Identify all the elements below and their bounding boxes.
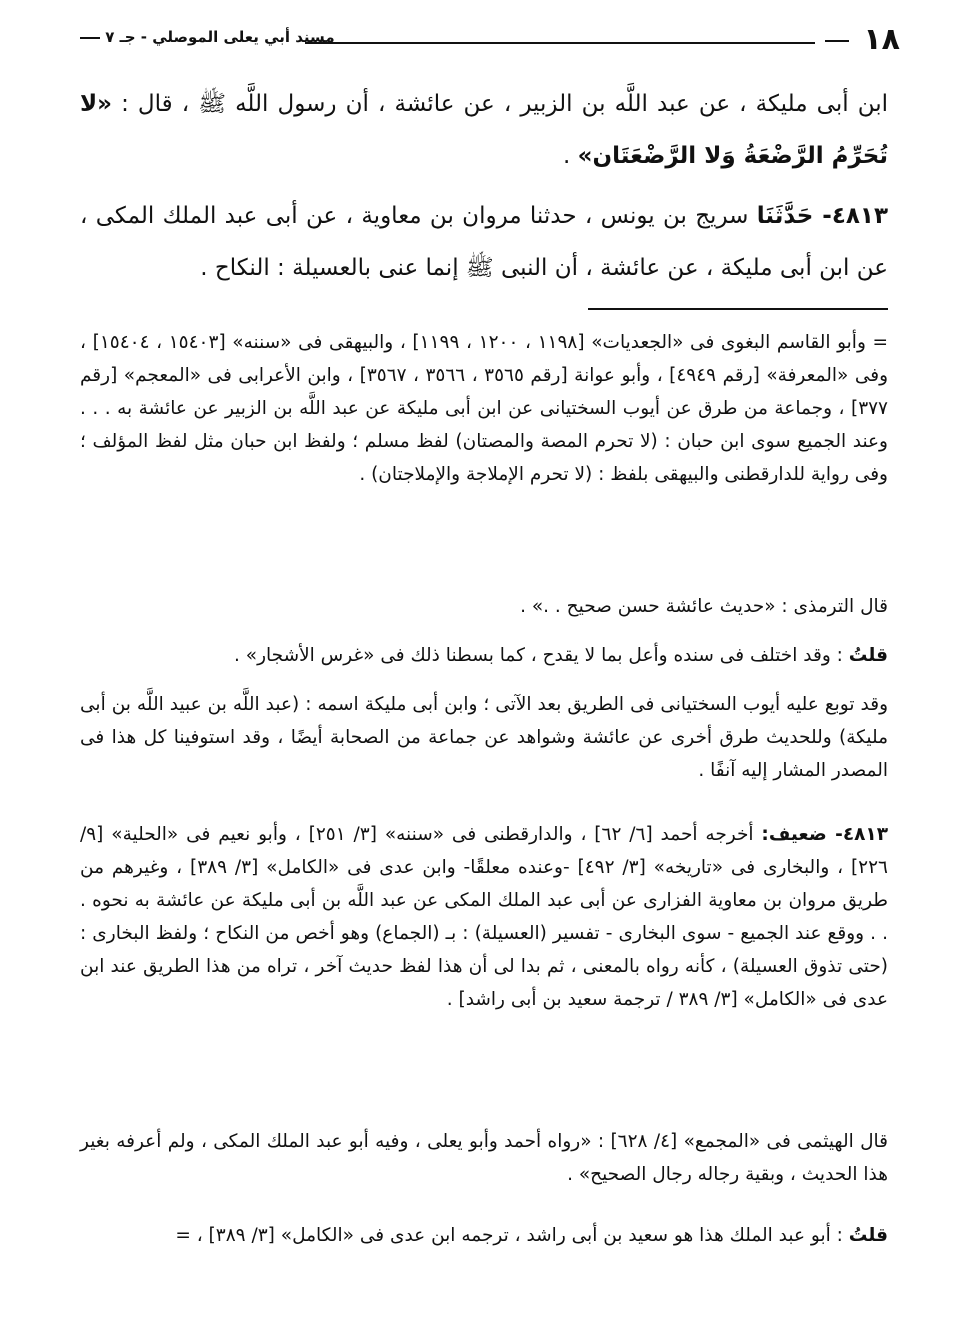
footnote-4813-takhrij: ٤٨١٣- ضعيف: أخرجه أحمد [٦/ ٦٢] ، والدارقطنى فى «سننه» [٣/ ٢٥١] ، وأبو نعيم فى «الحلية» [٩/ ٢٢٦] ، والبخارى فى «تاريخه» [٣/ ٤٩٢] -وعنده معلقًا- وابن عدى فى «الكامل» [٣/ ٣٨٩] ، وغيرهم من طريق مروان بن معاوية الفزارى عن أبى عبد الملك المكى عن عبد اللَّه بن أبى مليكة عن عائشة به نحوه . . . ووقع عند الجميع - سوى البخارى - تفسير (العسيلة) : بـ (الجماع) وهو أخص من النكاح ؛ ولفظ البخارى : (حتى تذوق العسيلة) ، كأنه رواه بالمعنى ، ثم بدا لى أن هذا لفظ حديث آخر ، تراه من هذا الطريق عند ابن عدى فى «الكامل» [٣/ ٣٨٩ / ترجمة سعيد بن أبى راشد] . bbox=[80, 824, 889, 1010]
hadith-4813: ٤٨١٣- حَدَّثَنَا سريج بن يونس ، حدثنا مروان بن معاوية ، عن أبى عبد الملك المكى ، عن ابن أبى مليكة ، عن عائشة ، أن النبى ﷺ إنما عنى بالعسيلة : النكاح . bbox=[80, 203, 889, 281]
hadith-number: ٤٨١٣- حَدَّثَنَا bbox=[756, 203, 889, 229]
prophetic-saying: «لا تُحَرِّمُ الرَّضْعَةُ وَلا الرَّضْعَتَان» bbox=[80, 91, 888, 169]
running-header bbox=[80, 22, 900, 62]
footnote-haythami: قال الهيثمى فى «المجمع» [٤/ ٦٢٨] : «رواه أحمد وأبو يعلى ، وفيه أبو عبد الملك المكى ، ولم أعرفه بغير هذا الحديث ، وبقية رجاله رجال الصحيح» . bbox=[80, 1131, 888, 1185]
footnote-separator bbox=[588, 308, 888, 310]
grading-label: ٤٨١٣- ضعيف: bbox=[761, 824, 889, 845]
header-rule bbox=[305, 42, 815, 44]
running-title: مسند أبي يعلى الموصلي - جـ ٧ bbox=[80, 28, 335, 46]
footnote-tirmidhi: قال الترمذى : «حديث عائشة حسن صحيح . .» . bbox=[520, 596, 888, 617]
page-number: ١٨ bbox=[825, 22, 900, 57]
footnote-author-note: قلتُ : وقد اختلف فى سنده وأعل بما لا يقدح ، كما بسطنا ذلك فى «غرس الأشجار» . bbox=[233, 645, 888, 666]
footnote-continuation: = وأبو القاسم البغوى فى «الجعديات» [١١٩٨ ، ١٢٠٠ ، ١١٩٩] ، والبيهقى فى «سننه» [١٥٤٠٣ ، ١٥٤٠٤] ، وفى «المعرفة» [رقم ٤٩٤٩] ، وأبو عوانة [رقم ٣٥٦٥ ، ٣٥٦٦ ، ٣٥٦٧] ، وابن الأعرابى فى «المعجم» [رقم ٣٧٧] ، وجماعة من طرق عن أيوب السختيانى عن ابن أبى مليكة عن عبد اللَّه بن الزبير عن عائشة به . . . وعند الجميع سوى ابن حبان : (لا تحرم المصة والمصتان) لفظ مسلم ؛ ولفظ ابن حبان مثل لفظ المؤلف ؛ وفى رواية للدارقطنى والبيهقى بلفظ : (لا تحرم الإملاجة والإملاجتان) . bbox=[80, 332, 889, 485]
footnote-corroboration: وقد توبع عليه أيوب السختيانى فى الطريق بعد الآتى ؛ وابن أبى مليكة اسمه : (عبد اللَّه بن عبيد اللَّه بن أبى مليكة) وللحديث طرق أخرى عن عائشة وشواهد عن جماعة من الصحابة أيضًا ، وقد استوفينا كل هذا فى المصدر المشار إليه آنفًا . bbox=[80, 694, 888, 781]
footnote-author-note-2: قلتُ : أبو عبد الملك هذا هو سعيد بن أبى راشد ، ترجمه ابن عدى فى «الكامل» [٣/ ٣٨٩] ، = bbox=[175, 1225, 888, 1246]
hadith-text-continuation: ابن أبى مليكة ، عن عبد اللَّه بن الزبير ، عن عائشة ، أن رسول اللَّه ﷺ ، قال : «لا تُحَرِّمُ الرَّضْعَةُ وَلا الرَّضْعَتَان» . bbox=[80, 91, 888, 169]
